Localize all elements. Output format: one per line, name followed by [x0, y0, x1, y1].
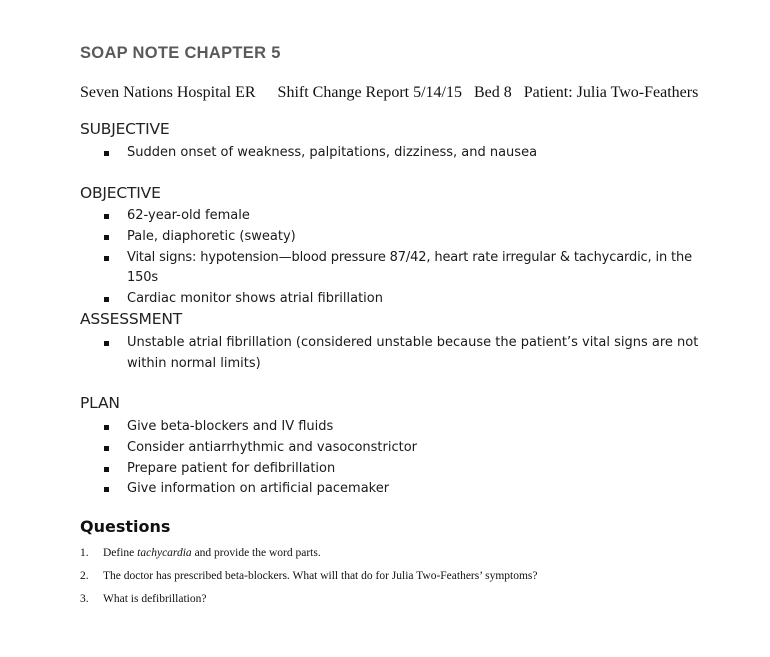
assessment-heading: ASSESSMENT	[80, 310, 182, 328]
question-item	[80, 545, 720, 568]
list-item	[104, 417, 714, 438]
question-suffix: and provide the word parts.	[191, 547, 321, 559]
question-prefix: Define	[103, 547, 138, 559]
shift-report-date: Shift Change Report 5/14/15	[277, 84, 462, 101]
bullet-marker	[104, 151, 109, 156]
list-item	[104, 479, 714, 500]
bullet-marker	[104, 256, 109, 261]
objective-list	[104, 206, 714, 310]
questions-heading: Questions	[80, 517, 171, 536]
list-item-text: Unstable atrial fibrillation (considered unstable because the patient’s vital signs are not within normal limits)	[127, 335, 699, 371]
question-number: 3.	[80, 593, 89, 605]
assessment-list	[104, 333, 714, 375]
document-title: SOAP NOTE CHAPTER 5	[80, 44, 281, 62]
question-term: tachycardia	[137, 547, 192, 559]
bullet-marker	[104, 446, 109, 451]
list-item-text: Prepare patient for defibrillation	[127, 460, 336, 476]
shift-report-header	[80, 84, 698, 102]
question-text: The doctor has prescribed beta-blockers. What will that do for Julia Two-Feathers’ symptoms?	[103, 570, 538, 582]
question-text: What is defibrillation?	[103, 593, 207, 605]
list-item	[104, 438, 714, 459]
patient-name: Patient: Julia Two-Feathers	[523, 84, 699, 101]
list-item	[104, 227, 714, 248]
bullet-marker	[104, 297, 109, 302]
question-number: 1.	[80, 547, 89, 559]
objective-heading: OBJECTIVE	[80, 184, 161, 202]
list-item	[104, 248, 714, 290]
bed-number: Bed 8	[473, 84, 512, 101]
plan-list	[104, 417, 714, 500]
bullet-marker	[104, 425, 109, 430]
list-item	[104, 333, 714, 375]
subjective-list	[104, 143, 714, 164]
list-item-text: Give beta-blockers and IV fluids	[127, 419, 334, 434]
list-item-text: Pale, diaphoretic (sweaty)	[127, 228, 296, 244]
list-item	[104, 289, 714, 310]
list-item-text: Give information on artificial pacemaker	[127, 481, 390, 497]
question-item	[80, 591, 720, 614]
bullet-marker	[104, 341, 109, 346]
list-item-text: 62-year-old female	[127, 208, 250, 223]
questions-list	[80, 545, 720, 614]
list-item-text: Vital signs: hypotension—blood pressure 87/42, heart rate irregular & tachycardic, in the 150s	[127, 249, 692, 286]
list-item	[104, 206, 714, 227]
list-item-text: Consider antiarrhythmic and vasoconstrictor	[127, 439, 418, 455]
list-item	[104, 143, 714, 164]
question-item	[80, 568, 720, 591]
bullet-marker	[104, 214, 109, 219]
bullet-marker	[104, 487, 109, 492]
plan-heading: PLAN	[80, 394, 120, 412]
bullet-marker	[104, 235, 109, 240]
question-text	[103, 547, 321, 559]
question-number: 2.	[80, 570, 89, 582]
list-item	[104, 459, 714, 480]
list-item-text: Cardiac monitor shows atrial fibrillation	[127, 291, 383, 307]
hospital-name: Seven Nations Hospital ER	[80, 84, 256, 101]
subjective-heading: SUBJECTIVE	[80, 120, 170, 138]
list-item-text: Sudden onset of weakness, palpitations, dizziness, and nausea	[127, 145, 538, 160]
bullet-marker	[104, 467, 109, 472]
